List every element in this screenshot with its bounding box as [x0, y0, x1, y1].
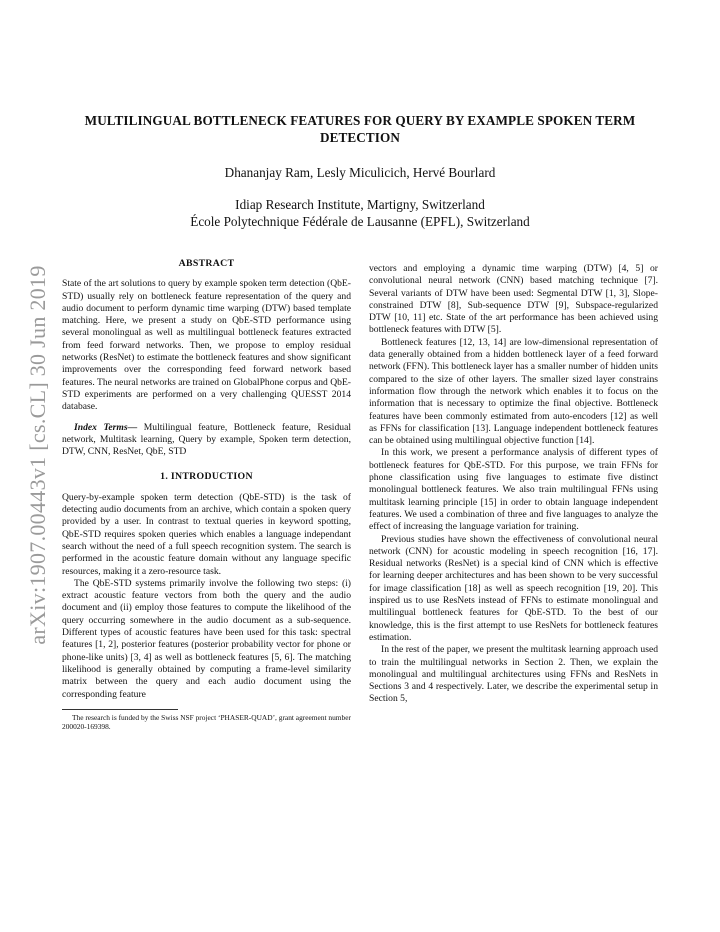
- right-paragraph-4: Previous studies have shown the effectiveness of convolutional neural network (CNN) for acoustic modeling in speech recognition [16, 17]. Residual networks (ResNet) is a special kind of CNN which is effective for learning deeper architectures and has been shown to be very successful for image classification [18] as well as speech recognition [19, 20]. This inspired us to use ResNets instead of FFNs to estimate monolingual and multilingual bottleneck features for QbE-STD. To the best of our knowledge, this is the first attempt to use ResNets for bottleneck features estimation.: [369, 533, 658, 643]
- arxiv-stamp-text: arXiv:1907.00443v1 [cs.CL] 30 Jun 2019: [25, 265, 50, 645]
- right-paragraph-3: In this work, we present a performance analysis of different types of bottleneck features for QbE-STD. For this purpose, we train FFNs for phone classification using five languages to estimate five distinct monolingual bottleneck features. We also train multilingual FFNs using multitask learning principle [15] in order to obtain language independent features. We used a combination of three and five languages to analyze the effect of increasing the language variation for training.: [369, 447, 658, 533]
- intro-paragraph-1: Query-by-example spoken term detection (QbE-STD) is the task of detecting audio documents from an archive, which contain a spoken query provided by a user. In contrast to textual queries in keyword spotting, QbE-STD requires spoken queries which enables a language independant search without the need of a full speech recognition system. The search is performed in the acoustic feature domain without any language specific resources, making it a zero-resource task.: [62, 491, 351, 577]
- right-paragraph-1: vectors and employing a dynamic time warping (DTW) [4, 5] or convolutional neural network (CNN) based matching technique [7]. Several variants of DTW have been used: Segmental DTW [1, 3], Slope-constrained DTW [8], Sub-sequence DTW [9], Subspace-regularized DTW [10, 11] etc. State of the art performance has been achieved using bottleneck features with DTW [5].: [369, 263, 658, 336]
- right-column: [369, 263, 658, 706]
- introduction-heading: 1. INTRODUCTION: [160, 471, 253, 483]
- abstract-text: State of the art solutions to query by example spoken term detection (QbE-STD) usually rely on bottleneck feature representation of the query and audio document to perform dynamic time warping (DTW) based template matching. Here, we present a study on QbE-STD performance using several monolingual as well as multilingual bottleneck features extracted from feed forward networks. Then, we propose to employ residual networks (ResNet) to estimate the bottleneck features and show significant improvements over the corresponding feed forward network based features. The neural networks are trained on GlobalPhone corpus and QbE-STD experiments are performed on a very challenging QUESST 2014 database.: [62, 278, 351, 413]
- affiliation-2: École Polytechnique Fédérale de Lausanne (EPFL), Switzerland: [190, 214, 530, 229]
- paper-affiliations: [60, 196, 660, 230]
- index-terms-list: Multilingual feature, Bottleneck feature, Residual network, Multitask learning, Query by example, Spoken term detection, DTW, CNN, ResNet, QbE, STD: [62, 421, 351, 458]
- paper-title: MULTILINGUAL BOTTLENECK FEATURES FOR QUERY BY EXAMPLE SPOKEN TERM DETECTION: [84, 113, 636, 145]
- index-terms-label: Index Terms—: [74, 421, 138, 433]
- right-paragraph-2: Bottleneck features [12, 13, 14] are low-dimensional representation of data generally obtained from a hidden bottleneck layer of a feed forward network (FFN). This bottleneck layer has a smaller number of hidden units compared to the size of other layers. The smaller sized layer constrains information flow through the network which enables it to focus on the information that is necessary to optimize the final objective. Bottleneck features have been commonly estimated from auto-encoders [12] as well as FFNs for classification [13]. Language independent bottleneck features can be obtained using multilingual objective function [14].: [369, 336, 658, 447]
- abstract-heading: ABSTRACT: [178, 258, 235, 269]
- arxiv-stamp: [18, 250, 58, 660]
- right-paragraph-5: In the rest of the paper, we present the multitask learning approach used to train the multilingual networks in Section 2. Then, we explain the monolingual and multilingual architectures using FFNs and ResNets in Sections 3 and 4 respectively. Later, we describe the experimental setup in Section 5,: [369, 644, 658, 705]
- paper-authors: Dhananjay Ram, Lesly Miculicich, Hervé Bourlard: [224, 165, 496, 180]
- index-terms: [62, 422, 351, 459]
- left-column: [62, 258, 351, 732]
- affiliation-1: Idiap Research Institute, Martigny, Switzerland: [235, 197, 485, 212]
- footnote-rule: [62, 709, 178, 710]
- intro-paragraph-2: The QbE-STD systems primarily involve the following two steps: (i) extract acoustic feature vectors from both the query and the audio document and (ii) employ those features to compute the likelihood of the query occurring somewhere in the audio document as a sub-sequence. Different types of acoustic features have been used for this task: spectral features [1, 2], posterior features (posterior probability vector for phone or phone-like units) [3, 4] as well as bottleneck features [5, 6]. The matching likelihood is generally obtained by computing a frame-level similarity matrix between the query and each audio document using the corresponding feature: [62, 577, 351, 700]
- footnote: The research is funded by the Swiss NSF project ‘PHASER-QUAD’, grant agreement number 200020-169398.: [62, 712, 351, 732]
